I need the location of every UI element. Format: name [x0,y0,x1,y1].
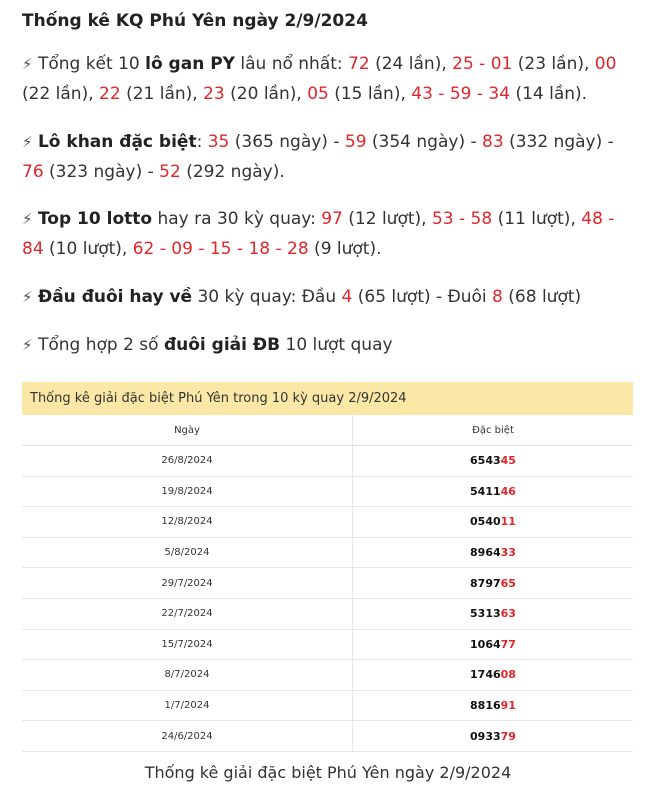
lo-gan-number: 23 [203,84,225,104]
lo-gan-mid: lâu nổ nhất: [234,54,349,74]
lo-gan-number: 43 - 59 - 34 [411,84,511,104]
lo-khan-label: Lô khan đặc biệt [37,132,197,152]
table-row [22,629,633,660]
lo-gan-label: lô gan PY [145,54,235,74]
bolt-icon: ⚡ [22,55,33,73]
row-special-number [353,568,634,599]
row-special-number [353,690,634,721]
row-special-number [353,598,634,629]
lo-gan-note: (23 lần), [512,54,595,74]
row-special-number [353,446,634,477]
number-tail: 65 [500,576,516,590]
duoi-note: (68 lượt) [502,287,582,307]
number-head: 5411 [470,484,501,498]
top-lotto-note: (12 lượt), [342,209,432,229]
row-date: 29/7/2024 [22,568,353,599]
table-body [22,446,633,752]
tong-hop-suffix: 10 lượt quay [280,335,393,355]
lo-gan-note: (22 lần), [22,84,100,104]
lo-khan-number: 35 [207,132,230,152]
table-row [22,598,633,629]
row-special-number [353,721,634,752]
row-date: 1/7/2024 [22,690,353,721]
top-lotto-mid: hay ra 30 kỳ quay: [152,209,322,229]
dau-note: (65 lượt) - Đuôi [352,287,493,307]
special-prize-table [22,382,633,752]
lo-khan-note: (354 ngày) - [366,132,483,152]
lo-gan-note: (15 lần), [328,84,412,104]
table-row [22,690,633,721]
table-row [22,660,633,691]
row-date: 5/8/2024 [22,537,353,568]
number-head: 1746 [470,668,501,682]
table-caption: Thống kê giải đặc biệt Phú Yên trong 10 kỳ quay 2/9/2024 [22,382,633,415]
lo-khan-note: (292 ngày). [180,162,285,182]
tong-hop-label: đuôi giải ĐB [163,335,281,355]
number-head: 8816 [470,699,501,713]
lo-khan-note: (365 ngày) - [229,132,345,152]
number-head: 6543 [470,454,501,468]
tong-hop-paragraph [22,330,634,360]
number-tail: 33 [500,546,516,560]
top-lotto-note: (10 lượt), [43,239,133,259]
lo-gan-number: 00 [594,54,617,74]
lo-gan-paragraph [22,49,634,109]
top-lotto-number: 48 - 84 [22,209,615,259]
top-lotto-number: 53 - 58 [431,209,493,229]
lo-khan-paragraph [22,127,634,187]
bolt-icon: ⚡ [22,210,33,228]
dau-number: 4 [341,287,353,307]
table-header-row [22,415,633,446]
row-date: 15/7/2024 [22,629,353,660]
image-caption: Thống kê giải đặc biệt Phú Yên ngày 2/9/2024 [144,763,512,782]
number-tail: 79 [500,729,516,743]
table-row [22,721,633,752]
bolt-icon: ⚡ [22,133,33,151]
bolt-icon: ⚡ [22,288,33,306]
table-row [22,476,633,507]
number-tail: 63 [500,607,516,621]
results-table [22,415,633,752]
header-date: Ngày [22,415,353,446]
article [0,0,656,360]
row-special-number [353,660,634,691]
lo-gan-number: 25 - 01 [452,54,513,74]
table-row [22,507,633,538]
row-date: 26/8/2024 [22,446,353,477]
number-tail: 08 [500,668,516,682]
number-head: 5313 [470,607,501,621]
lo-gan-note: (24 lần), [369,54,453,74]
lo-khan-number: 59 [344,132,367,152]
lo-khan-note: (332 ngày) - [503,132,614,152]
row-date: 24/6/2024 [22,721,353,752]
number-head: 0540 [470,515,501,529]
row-special-number [353,507,634,538]
bolt-icon: ⚡ [22,336,33,354]
lo-khan-mid: : [196,132,208,152]
number-head: 8797 [470,576,501,590]
dau-duoi-paragraph [22,282,634,312]
table-row [22,537,633,568]
number-head: 1064 [470,637,501,651]
number-head: 0933 [470,729,501,743]
lo-gan-note: (14 lần). [510,84,588,104]
dau-duoi-label: Đầu đuôi hay về [37,287,193,307]
top-lotto-label: Top 10 lotto [37,209,153,229]
number-tail: 46 [500,484,516,498]
header-special: Đặc biệt [353,415,634,446]
row-date: 22/7/2024 [22,598,353,629]
dau-duoi-mid: 30 kỳ quay: Đầu [192,287,342,307]
row-date: 19/8/2024 [22,476,353,507]
row-date: 8/7/2024 [22,660,353,691]
row-special-number [353,629,634,660]
number-head: 8964 [470,546,501,560]
row-date: 12/8/2024 [22,507,353,538]
number-tail: 11 [500,515,516,529]
row-special-number [353,537,634,568]
table-row [22,568,633,599]
lo-gan-number: 22 [99,84,121,104]
table-row [22,446,633,477]
lo-gan-number: 72 [348,54,370,74]
top-lotto-number: 62 - 09 - 15 - 18 - 28 [132,239,309,259]
top-lotto-paragraph [22,204,634,264]
number-tail: 77 [500,637,516,651]
number-tail: 45 [500,454,516,468]
lo-gan-note: (21 lần), [120,84,204,104]
lo-khan-note: (323 ngày) - [43,162,160,182]
lo-khan-number: 52 [159,162,181,182]
lo-khan-number: 83 [482,132,504,152]
lo-gan-prefix: Tổng kết 10 [37,54,146,74]
duoi-number: 8 [492,287,503,307]
number-tail: 91 [500,699,516,713]
lo-gan-note: (20 lần), [224,84,308,104]
tong-hop-prefix: Tổng hợp 2 số [37,335,164,355]
page-title: Thống kê KQ Phú Yên ngày 2/9/2024 [22,11,368,31]
top-lotto-number: 97 [321,209,343,229]
lo-gan-number: 05 [307,84,329,104]
top-lotto-note: (11 lượt), [492,209,582,229]
row-special-number [353,476,634,507]
top-lotto-note: (9 lượt). [308,239,382,259]
lo-khan-number: 76 [22,162,44,182]
